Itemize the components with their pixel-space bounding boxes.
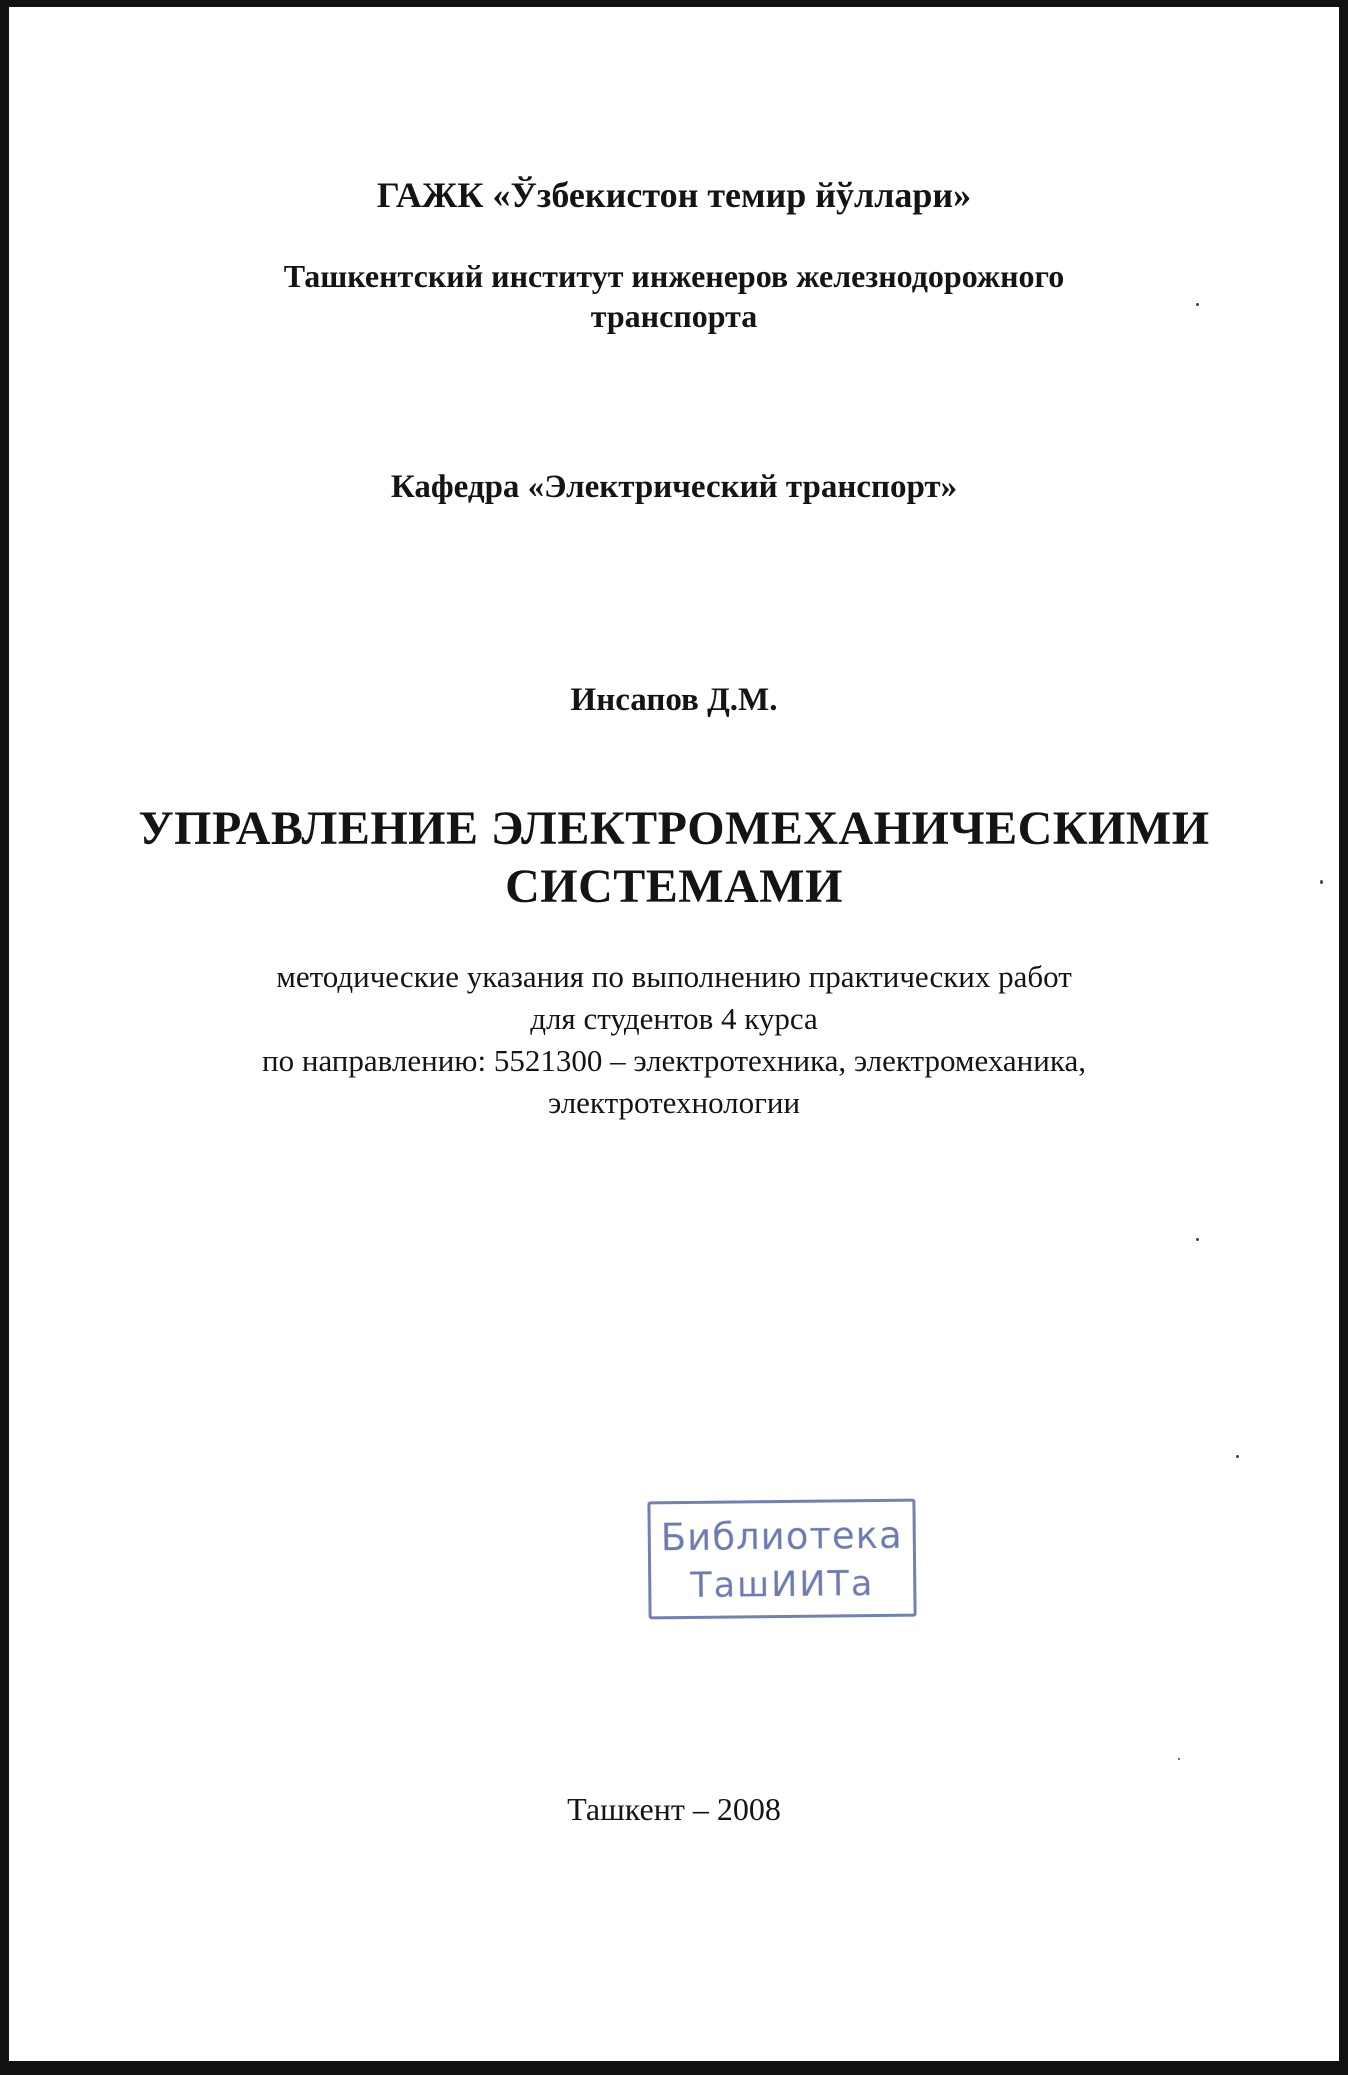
library-stamp-line-2: ТашИИТа — [690, 1564, 875, 1606]
scan-speck — [1196, 1238, 1199, 1241]
scan-speck — [1320, 880, 1323, 884]
place-and-year: Ташкент – 2008 — [567, 1791, 781, 1827]
document-title-line-2: СИСТЕМАМИ — [505, 860, 843, 913]
scan-edge-top — [0, 0, 1348, 7]
scan-speck — [1236, 1455, 1239, 1458]
department-name: Кафедра «Электрический транспорт» — [390, 469, 958, 505]
scan-speck — [1178, 1758, 1180, 1760]
subtitle-line-3: по направлению: 5521300 – электротехника, электромеханика, — [262, 1043, 1086, 1078]
institute-name-line-1: Ташкентский институт инженеров железнодорожного — [283, 258, 1065, 294]
institute-name-line-2: транспорта — [590, 298, 758, 334]
organization-name: ГАЖК «Ўзбекистон темир йўллари» — [376, 175, 972, 215]
subtitle-line-1: методические указания по выполнению практических работ — [276, 959, 1072, 994]
document-title-line-1: УПРАВЛЕНИЕ ЭЛЕКТРОМЕХАНИЧЕСКИМИ — [138, 802, 1210, 855]
scan-speck — [1196, 303, 1199, 306]
subtitle-line-4: электротехнологии — [547, 1085, 801, 1120]
author-name: Инсапов Д.М. — [570, 682, 778, 718]
library-stamp — [647, 1499, 916, 1620]
scan-edge-bottom — [0, 2061, 1348, 2075]
subtitle-line-2: для студентов 4 курса — [530, 1001, 818, 1036]
library-stamp-line-1: Библиотека — [660, 1513, 903, 1560]
